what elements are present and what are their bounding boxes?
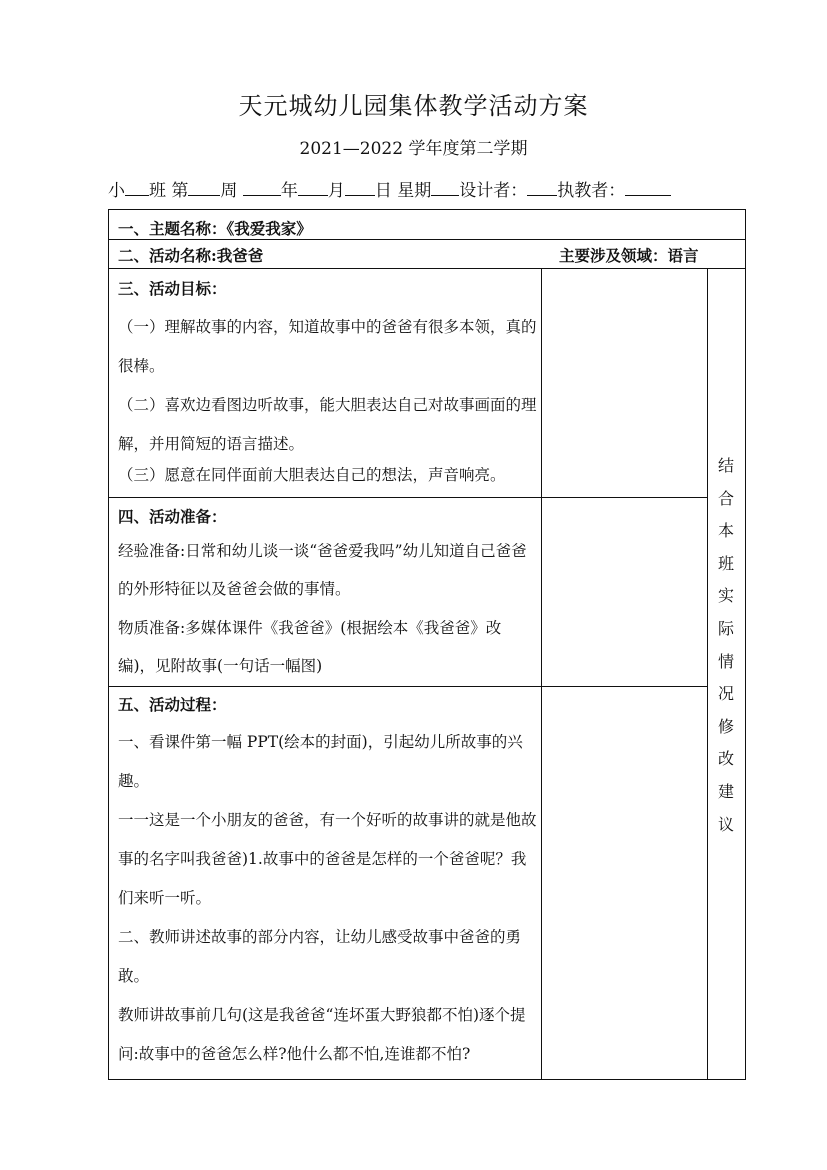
day-label: 日 xyxy=(374,181,392,201)
weekday-blank xyxy=(431,177,459,196)
goal-1: （一）理解故事的内容，知道故事中的爸爸有很多本领，真的很棒。 xyxy=(118,318,537,375)
designer-blank xyxy=(527,177,557,196)
weekday-label: 星期 xyxy=(397,181,432,201)
process-step-2: 二、教师讲述故事的部分内容，让幼儿感受故事中爸爸的勇敢。 xyxy=(118,928,522,985)
week-suffix: 周 xyxy=(220,181,238,201)
class-prefix: 小 xyxy=(108,181,125,201)
teacher-label: 执教者： xyxy=(557,181,626,201)
process-step-1-detail: 一一这是一个小朋友的爸爸，有一个好听的故事讲的就是他故事的名字叫我爸爸)1.故事中的爸爸是怎样的一个爸爸呢？我们来听一听。 xyxy=(118,811,537,907)
domain-label: 主要涉及领域：语言 xyxy=(559,246,699,265)
row-divider xyxy=(109,268,745,269)
class-info-line xyxy=(108,176,671,201)
year-blank xyxy=(243,177,281,196)
prep-materials: 物质准备:多媒体课件《我爸爸》(根据绘本《我爸爸》改编)，见附故事(一句话一幅图) xyxy=(118,619,502,675)
row-divider xyxy=(109,686,707,687)
month-label: 月 xyxy=(327,181,345,201)
revision-note: 结合本班实际情况修改建议 xyxy=(717,456,734,834)
month-blank xyxy=(298,177,328,196)
lesson-plan-table xyxy=(108,209,746,1080)
week-prefix: 第 xyxy=(171,181,189,201)
activity-name: 二、活动名称:我爸爸 xyxy=(118,246,264,265)
page-title: 天元城幼儿园集体教学活动方案 xyxy=(238,92,589,120)
week-blank xyxy=(188,177,220,196)
row-divider xyxy=(109,497,707,498)
day-blank xyxy=(345,177,375,196)
goals-heading: 三、活动目标： xyxy=(118,279,227,298)
column-divider xyxy=(707,268,708,1079)
process-step-2-detail: 教师讲故事前几句(这是我爸爸“连坏蛋大野狼都不怕)逐个提问:故事中的爸爸怎么样?他什么都不怕,连谁都不怕? xyxy=(118,1006,526,1063)
designer-label: 设计者： xyxy=(459,181,528,201)
column-divider xyxy=(541,268,542,1079)
goal-3: （三）愿意在同伴面前大胆表达自己的想法，声音响亮。 xyxy=(118,466,506,484)
prep-experience: 经验准备:日常和幼儿谈一谈“爸爸爱我吗”幼儿知道自己爸爸的外形特征以及爸爸会做的事情。 xyxy=(118,542,527,598)
row-divider xyxy=(109,239,745,240)
theme-name: 一、主题名称：《我爱我家》 xyxy=(118,219,312,238)
class-blank xyxy=(125,177,149,196)
prep-heading: 四、活动准备： xyxy=(118,507,227,526)
goal-2: （二）喜欢边看图边听故事，能大胆表达自己对故事画面的理解，并用简短的语言描述。 xyxy=(118,396,537,453)
process-step-1: 一、看课件第一幅 PPT(绘本的封面)，引起幼儿所故事的兴趣。 xyxy=(118,733,523,790)
year-label: 年 xyxy=(280,181,298,201)
process-heading: 五、活动过程： xyxy=(118,695,227,714)
semester-subtitle: 2021—2022 学年度第二学期 xyxy=(299,139,528,159)
teacher-blank xyxy=(625,177,671,196)
class-suffix: 班 xyxy=(149,181,166,201)
